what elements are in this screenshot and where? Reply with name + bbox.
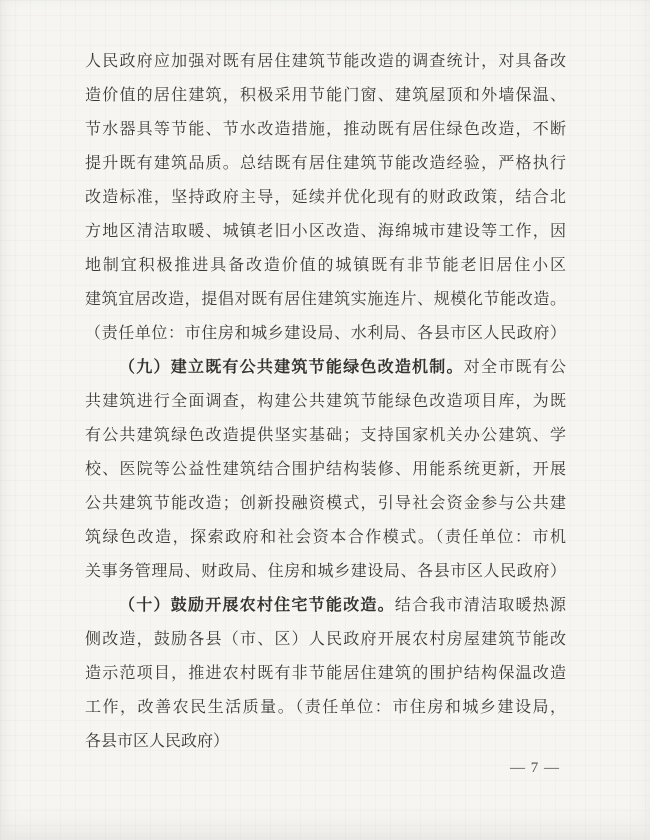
line-text: 节水器具等节能、节水改造措施，推动既有居住绿色改造，不断 — [85, 121, 566, 138]
text-line — [85, 589, 566, 623]
line-text: （责任单位：市住房和城乡建设局、水利局、各县市区人民政府） — [85, 325, 566, 342]
text-line — [85, 623, 566, 657]
text-line — [85, 283, 566, 317]
text-line — [85, 317, 566, 351]
line-text: 各县市区人民政府） — [85, 733, 230, 750]
line-text: 人民政府应加强对既有居住建筑节能改造的调查统计，对具备改 — [85, 53, 566, 70]
text-line — [85, 521, 566, 555]
text-line — [85, 453, 566, 487]
line-text: 侧改造，鼓励各县（市、区）人民政府开展农村房屋建筑节能改 — [85, 631, 566, 648]
text-line — [85, 487, 566, 521]
document-body — [85, 45, 566, 759]
line-text: 对全市既有公 — [463, 359, 566, 376]
line-text: 校、医院等公益性建筑结合围护结构装修、用能系统更新，开展 — [85, 461, 566, 478]
text-line — [85, 181, 566, 215]
line-text: 地制宜积极推进具备改造价值的城镇既有非节能老旧居住小区 — [85, 257, 566, 274]
line-text: 工作，改善农民生活质量。（责任单位：市住房和城乡建设局， — [85, 699, 566, 716]
page-number: — 7 — — [510, 760, 560, 776]
text-line — [85, 351, 566, 385]
text-line — [85, 419, 566, 453]
line-text: 筑绿色改造，探索政府和社会资本合作模式。（责任单位：市机 — [85, 529, 566, 546]
line-text: 结合我市清洁取暖热源 — [394, 597, 566, 614]
text-line — [85, 657, 566, 691]
text-line — [85, 215, 566, 249]
text-line — [85, 113, 566, 147]
paragraph-heading: （九）建立既有公共建筑节能绿色改造机制。 — [119, 359, 464, 376]
line-text: 改造标准，坚持政府主导，延续并优化现有的财政政策，结合北 — [85, 189, 566, 206]
line-text: 造示范项目，推进农村既有非节能居住建筑的围护结构保温改造 — [85, 665, 566, 682]
line-text: 方地区清洁取暖、城镇老旧小区改造、海绵城市建设等工作，因 — [85, 223, 566, 240]
line-text: 公共建筑节能改造；创新投融资模式，引导社会资金参与公共建 — [85, 495, 566, 512]
line-text: 造价值的居住建筑，积极采用节能门窗、建筑屋顶和外墙保温、 — [85, 87, 566, 104]
text-line — [85, 691, 566, 725]
text-line — [85, 725, 566, 759]
text-line — [85, 79, 566, 113]
line-text: 共建筑进行全面调查，构建公共建筑节能绿色改造项目库，为既 — [85, 393, 566, 410]
text-line — [85, 45, 566, 79]
line-text: 关事务管理局、财政局、住房和城乡建设局、各县市区人民政府） — [85, 563, 566, 580]
line-text: 提升既有建筑品质。总结既有居住建筑节能改造经验，严格执行 — [85, 155, 566, 172]
line-text: 有公共建筑绿色改造提供坚实基础；支持国家机关办公建筑、学 — [85, 427, 566, 444]
text-line — [85, 147, 566, 181]
line-text: 建筑宜居改造，提倡对既有居住建筑实施连片、规模化节能改造。 — [85, 291, 566, 308]
paragraph-heading: （十）鼓励开展农村住宅节能改造。 — [119, 597, 395, 614]
text-line — [85, 249, 566, 283]
text-line — [85, 555, 566, 589]
text-line — [85, 385, 566, 419]
